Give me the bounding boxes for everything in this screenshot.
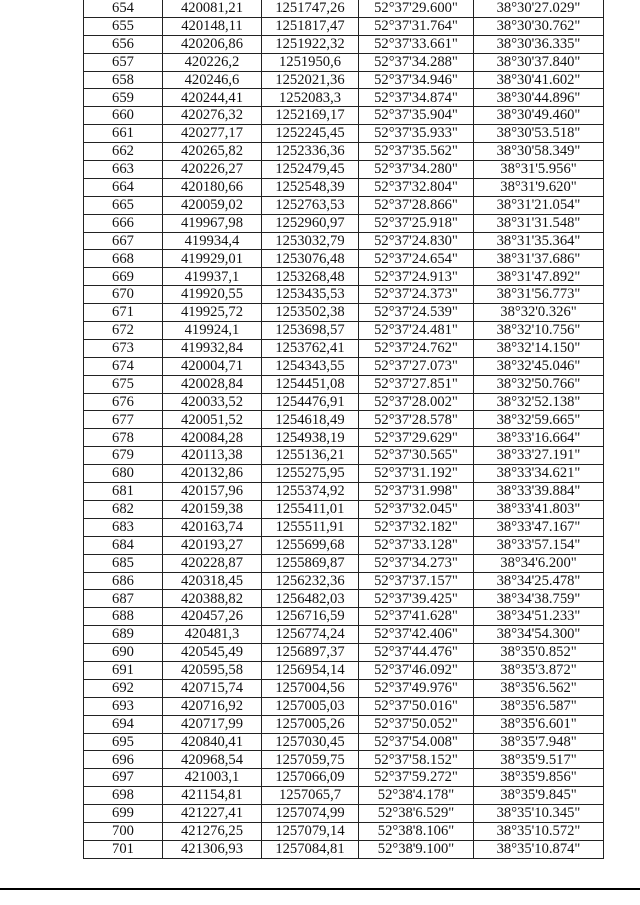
- latitude-cell: 52°37'41.628": [359, 608, 474, 626]
- y-coordinate-cell: 1257074,99: [262, 805, 359, 823]
- longitude-cell: 38°32'14.150": [474, 339, 604, 357]
- latitude-cell: 52°37'31.764": [359, 17, 474, 35]
- table-row: [84, 483, 604, 501]
- point-number-cell: 663: [84, 161, 163, 179]
- table-row: [84, 196, 604, 214]
- x-coordinate-cell: 420716,92: [163, 697, 262, 715]
- point-number-cell: 658: [84, 71, 163, 89]
- latitude-cell: 52°37'29.629": [359, 429, 474, 447]
- point-number-cell: 700: [84, 822, 163, 840]
- longitude-cell: 38°30'27.029": [474, 0, 604, 17]
- x-coordinate-cell: 420033,52: [163, 393, 262, 411]
- y-coordinate-cell: 1252960,97: [262, 214, 359, 232]
- latitude-cell: 52°37'31.998": [359, 483, 474, 501]
- longitude-cell: 38°35'9.845": [474, 787, 604, 805]
- latitude-cell: 52°38'9.100": [359, 840, 474, 858]
- y-coordinate-cell: 1251817,47: [262, 17, 359, 35]
- longitude-cell: 38°34'25.478": [474, 572, 604, 590]
- x-coordinate-cell: 421276,25: [163, 822, 262, 840]
- y-coordinate-cell: 1257066,09: [262, 769, 359, 787]
- table-row: [84, 805, 604, 823]
- latitude-cell: 52°37'58.152": [359, 751, 474, 769]
- point-number-cell: 655: [84, 17, 163, 35]
- point-number-cell: 678: [84, 429, 163, 447]
- longitude-cell: 38°35'6.587": [474, 697, 604, 715]
- latitude-cell: 52°37'46.092": [359, 661, 474, 679]
- x-coordinate-cell: 420113,38: [163, 447, 262, 465]
- longitude-cell: 38°33'27.191": [474, 447, 604, 465]
- x-coordinate-cell: 420228,87: [163, 554, 262, 572]
- table-row: [84, 357, 604, 375]
- latitude-cell: 52°37'49.976": [359, 679, 474, 697]
- point-number-cell: 677: [84, 411, 163, 429]
- point-number-cell: 698: [84, 787, 163, 805]
- longitude-cell: 38°34'51.233": [474, 608, 604, 626]
- point-number-cell: 684: [84, 536, 163, 554]
- table-row: [84, 840, 604, 858]
- point-number-cell: 676: [84, 393, 163, 411]
- latitude-cell: 52°37'24.762": [359, 339, 474, 357]
- longitude-cell: 38°30'37.840": [474, 53, 604, 71]
- longitude-cell: 38°35'3.872": [474, 661, 604, 679]
- y-coordinate-cell: 1257059,75: [262, 751, 359, 769]
- latitude-cell: 52°37'34.280": [359, 161, 474, 179]
- longitude-cell: 38°35'10.572": [474, 822, 604, 840]
- longitude-cell: 38°31'56.773": [474, 286, 604, 304]
- y-coordinate-cell: 1257079,14: [262, 822, 359, 840]
- x-coordinate-cell: 420265,82: [163, 143, 262, 161]
- table-row: [84, 572, 604, 590]
- table-row: [84, 447, 604, 465]
- latitude-cell: 52°37'39.425": [359, 590, 474, 608]
- y-coordinate-cell: 1255699,68: [262, 536, 359, 554]
- y-coordinate-cell: 1253698,57: [262, 322, 359, 340]
- table-row: [84, 339, 604, 357]
- x-coordinate-cell: 421227,41: [163, 805, 262, 823]
- y-coordinate-cell: 1257065,7: [262, 787, 359, 805]
- x-coordinate-cell: 420132,86: [163, 465, 262, 483]
- point-number-cell: 672: [84, 322, 163, 340]
- y-coordinate-cell: 1253076,48: [262, 250, 359, 268]
- y-coordinate-cell: 1257004,56: [262, 679, 359, 697]
- latitude-cell: 52°37'32.182": [359, 518, 474, 536]
- point-number-cell: 674: [84, 357, 163, 375]
- latitude-cell: 52°37'24.481": [359, 322, 474, 340]
- longitude-cell: 38°33'47.167": [474, 518, 604, 536]
- latitude-cell: 52°37'35.562": [359, 143, 474, 161]
- latitude-cell: 52°37'35.904": [359, 107, 474, 125]
- y-coordinate-cell: 1252336,36: [262, 143, 359, 161]
- latitude-cell: 52°37'50.016": [359, 697, 474, 715]
- y-coordinate-cell: 1255869,87: [262, 554, 359, 572]
- latitude-cell: 52°38'6.529": [359, 805, 474, 823]
- table-row: [84, 232, 604, 250]
- x-coordinate-cell: 420081,21: [163, 0, 262, 17]
- point-number-cell: 683: [84, 518, 163, 536]
- x-coordinate-cell: 420226,2: [163, 53, 262, 71]
- table-row: [84, 17, 604, 35]
- x-coordinate-cell: 420148,11: [163, 17, 262, 35]
- latitude-cell: 52°37'24.654": [359, 250, 474, 268]
- longitude-cell: 38°35'9.517": [474, 751, 604, 769]
- point-number-cell: 685: [84, 554, 163, 572]
- y-coordinate-cell: 1253762,41: [262, 339, 359, 357]
- longitude-cell: 38°32'45.046": [474, 357, 604, 375]
- y-coordinate-cell: 1252169,17: [262, 107, 359, 125]
- latitude-cell: 52°37'34.288": [359, 53, 474, 71]
- footer-rule: [0, 888, 640, 890]
- x-coordinate-cell: 420481,3: [163, 626, 262, 644]
- point-number-cell: 696: [84, 751, 163, 769]
- y-coordinate-cell: 1253502,38: [262, 304, 359, 322]
- latitude-cell: 52°37'32.045": [359, 500, 474, 518]
- point-number-cell: 668: [84, 250, 163, 268]
- point-number-cell: 660: [84, 107, 163, 125]
- x-coordinate-cell: 421154,81: [163, 787, 262, 805]
- y-coordinate-cell: 1256482,03: [262, 590, 359, 608]
- x-coordinate-cell: 419937,1: [163, 268, 262, 286]
- longitude-cell: 38°30'36.335": [474, 35, 604, 53]
- table-row: [84, 107, 604, 125]
- latitude-cell: 52°37'28.866": [359, 196, 474, 214]
- y-coordinate-cell: 1257005,03: [262, 697, 359, 715]
- latitude-cell: 52°37'33.661": [359, 35, 474, 53]
- coordinates-table: [83, 0, 604, 859]
- table-row: [84, 733, 604, 751]
- point-number-cell: 657: [84, 53, 163, 71]
- x-coordinate-cell: 420157,96: [163, 483, 262, 501]
- point-number-cell: 694: [84, 715, 163, 733]
- x-coordinate-cell: 420004,71: [163, 357, 262, 375]
- point-number-cell: 688: [84, 608, 163, 626]
- table-row: [84, 429, 604, 447]
- y-coordinate-cell: 1254938,19: [262, 429, 359, 447]
- coordinates-table-body: [84, 0, 604, 858]
- table-row: [84, 0, 604, 17]
- x-coordinate-cell: 419932,84: [163, 339, 262, 357]
- point-number-cell: 654: [84, 0, 163, 17]
- x-coordinate-cell: 420226,27: [163, 161, 262, 179]
- y-coordinate-cell: 1256232,36: [262, 572, 359, 590]
- latitude-cell: 52°37'30.565": [359, 447, 474, 465]
- latitude-cell: 52°37'42.406": [359, 626, 474, 644]
- table-row: [84, 644, 604, 662]
- y-coordinate-cell: 1254476,91: [262, 393, 359, 411]
- y-coordinate-cell: 1252021,36: [262, 71, 359, 89]
- longitude-cell: 38°35'10.345": [474, 805, 604, 823]
- latitude-cell: 52°37'32.804": [359, 178, 474, 196]
- longitude-cell: 38°32'50.766": [474, 375, 604, 393]
- longitude-cell: 38°33'39.884": [474, 483, 604, 501]
- latitude-cell: 52°37'24.373": [359, 286, 474, 304]
- table-row: [84, 500, 604, 518]
- latitude-cell: 52°37'24.913": [359, 268, 474, 286]
- x-coordinate-cell: 421003,1: [163, 769, 262, 787]
- x-coordinate-cell: 420193,27: [163, 536, 262, 554]
- table-row: [84, 787, 604, 805]
- x-coordinate-cell: 420163,74: [163, 518, 262, 536]
- point-number-cell: 669: [84, 268, 163, 286]
- table-row: [84, 518, 604, 536]
- y-coordinate-cell: 1254451,08: [262, 375, 359, 393]
- longitude-cell: 38°30'58.349": [474, 143, 604, 161]
- point-number-cell: 671: [84, 304, 163, 322]
- point-number-cell: 680: [84, 465, 163, 483]
- longitude-cell: 38°34'54.300": [474, 626, 604, 644]
- longitude-cell: 38°35'10.874": [474, 840, 604, 858]
- latitude-cell: 52°37'50.052": [359, 715, 474, 733]
- x-coordinate-cell: 419920,55: [163, 286, 262, 304]
- latitude-cell: 52°37'44.476": [359, 644, 474, 662]
- point-number-cell: 692: [84, 679, 163, 697]
- x-coordinate-cell: 419924,1: [163, 322, 262, 340]
- longitude-cell: 38°35'6.601": [474, 715, 604, 733]
- point-number-cell: 701: [84, 840, 163, 858]
- y-coordinate-cell: 1253032,79: [262, 232, 359, 250]
- y-coordinate-cell: 1252083,3: [262, 89, 359, 107]
- x-coordinate-cell: 420028,84: [163, 375, 262, 393]
- y-coordinate-cell: 1252479,45: [262, 161, 359, 179]
- point-number-cell: 666: [84, 214, 163, 232]
- x-coordinate-cell: 420276,32: [163, 107, 262, 125]
- longitude-cell: 38°35'6.562": [474, 679, 604, 697]
- table-row: [84, 751, 604, 769]
- y-coordinate-cell: 1256774,24: [262, 626, 359, 644]
- table-row: [84, 178, 604, 196]
- longitude-cell: 38°30'49.460": [474, 107, 604, 125]
- table-row: [84, 715, 604, 733]
- table-row: [84, 143, 604, 161]
- x-coordinate-cell: 421306,93: [163, 840, 262, 858]
- x-coordinate-cell: 420545,49: [163, 644, 262, 662]
- y-coordinate-cell: 1254343,55: [262, 357, 359, 375]
- longitude-cell: 38°33'41.803": [474, 500, 604, 518]
- longitude-cell: 38°31'37.686": [474, 250, 604, 268]
- table-row: [84, 411, 604, 429]
- table-row: [84, 393, 604, 411]
- y-coordinate-cell: 1253268,48: [262, 268, 359, 286]
- latitude-cell: 52°37'28.002": [359, 393, 474, 411]
- point-number-cell: 656: [84, 35, 163, 53]
- y-coordinate-cell: 1257005,26: [262, 715, 359, 733]
- latitude-cell: 52°37'34.874": [359, 89, 474, 107]
- longitude-cell: 38°33'57.154": [474, 536, 604, 554]
- point-number-cell: 693: [84, 697, 163, 715]
- table-row: [84, 161, 604, 179]
- latitude-cell: 52°37'33.128": [359, 536, 474, 554]
- longitude-cell: 38°32'10.756": [474, 322, 604, 340]
- y-coordinate-cell: 1253435,53: [262, 286, 359, 304]
- longitude-cell: 38°32'59.665": [474, 411, 604, 429]
- x-coordinate-cell: 420246,6: [163, 71, 262, 89]
- table-row: [84, 590, 604, 608]
- x-coordinate-cell: 420595,58: [163, 661, 262, 679]
- latitude-cell: 52°37'24.539": [359, 304, 474, 322]
- table-row: [84, 554, 604, 572]
- longitude-cell: 38°30'53.518": [474, 125, 604, 143]
- point-number-cell: 695: [84, 733, 163, 751]
- table-row: [84, 250, 604, 268]
- point-number-cell: 690: [84, 644, 163, 662]
- latitude-cell: 52°37'25.918": [359, 214, 474, 232]
- x-coordinate-cell: 419967,98: [163, 214, 262, 232]
- latitude-cell: 52°37'34.946": [359, 71, 474, 89]
- longitude-cell: 38°34'38.759": [474, 590, 604, 608]
- x-coordinate-cell: 420277,17: [163, 125, 262, 143]
- point-number-cell: 665: [84, 196, 163, 214]
- y-coordinate-cell: 1256954,14: [262, 661, 359, 679]
- longitude-cell: 38°31'47.892": [474, 268, 604, 286]
- point-number-cell: 681: [84, 483, 163, 501]
- longitude-cell: 38°33'34.621": [474, 465, 604, 483]
- longitude-cell: 38°31'35.364": [474, 232, 604, 250]
- table-row: [84, 536, 604, 554]
- longitude-cell: 38°31'21.054": [474, 196, 604, 214]
- table-row: [84, 697, 604, 715]
- point-number-cell: 686: [84, 572, 163, 590]
- y-coordinate-cell: 1255136,21: [262, 447, 359, 465]
- y-coordinate-cell: 1256897,37: [262, 644, 359, 662]
- table-row: [84, 35, 604, 53]
- x-coordinate-cell: 420051,52: [163, 411, 262, 429]
- x-coordinate-cell: 419934,4: [163, 232, 262, 250]
- point-number-cell: 661: [84, 125, 163, 143]
- table-row: [84, 822, 604, 840]
- table-row: [84, 53, 604, 71]
- latitude-cell: 52°38'4.178": [359, 787, 474, 805]
- longitude-cell: 38°31'5.956": [474, 161, 604, 179]
- x-coordinate-cell: 420059,02: [163, 196, 262, 214]
- latitude-cell: 52°37'35.933": [359, 125, 474, 143]
- y-coordinate-cell: 1255511,91: [262, 518, 359, 536]
- table-row: [84, 608, 604, 626]
- y-coordinate-cell: 1257030,45: [262, 733, 359, 751]
- table-row: [84, 286, 604, 304]
- point-number-cell: 664: [84, 178, 163, 196]
- point-number-cell: 682: [84, 500, 163, 518]
- longitude-cell: 38°31'9.620": [474, 178, 604, 196]
- latitude-cell: 52°37'27.851": [359, 375, 474, 393]
- table-row: [84, 769, 604, 787]
- y-coordinate-cell: 1252245,45: [262, 125, 359, 143]
- y-coordinate-cell: 1251950,6: [262, 53, 359, 71]
- x-coordinate-cell: 420968,54: [163, 751, 262, 769]
- longitude-cell: 38°30'41.602": [474, 71, 604, 89]
- longitude-cell: 38°35'9.856": [474, 769, 604, 787]
- point-number-cell: 679: [84, 447, 163, 465]
- table-row: [84, 304, 604, 322]
- x-coordinate-cell: 419929,01: [163, 250, 262, 268]
- latitude-cell: 52°37'29.600": [359, 0, 474, 17]
- table-row: [84, 679, 604, 697]
- longitude-cell: 38°30'30.762": [474, 17, 604, 35]
- latitude-cell: 52°37'31.192": [359, 465, 474, 483]
- x-coordinate-cell: 420180,66: [163, 178, 262, 196]
- longitude-cell: 38°32'0.326": [474, 304, 604, 322]
- x-coordinate-cell: 420318,45: [163, 572, 262, 590]
- table-row: [84, 661, 604, 679]
- point-number-cell: 670: [84, 286, 163, 304]
- table-row: [84, 322, 604, 340]
- longitude-cell: 38°30'44.896": [474, 89, 604, 107]
- x-coordinate-cell: 420084,28: [163, 429, 262, 447]
- point-number-cell: 659: [84, 89, 163, 107]
- y-coordinate-cell: 1254618,49: [262, 411, 359, 429]
- table-row: [84, 89, 604, 107]
- latitude-cell: 52°37'59.272": [359, 769, 474, 787]
- longitude-cell: 38°35'0.852": [474, 644, 604, 662]
- y-coordinate-cell: 1252548,39: [262, 178, 359, 196]
- table-row: [84, 268, 604, 286]
- latitude-cell: 52°37'34.273": [359, 554, 474, 572]
- x-coordinate-cell: 420244,41: [163, 89, 262, 107]
- latitude-cell: 52°37'24.830": [359, 232, 474, 250]
- table-row: [84, 375, 604, 393]
- y-coordinate-cell: 1255411,01: [262, 500, 359, 518]
- x-coordinate-cell: 420717,99: [163, 715, 262, 733]
- point-number-cell: 691: [84, 661, 163, 679]
- x-coordinate-cell: 420388,82: [163, 590, 262, 608]
- table-row: [84, 71, 604, 89]
- y-coordinate-cell: 1251747,26: [262, 0, 359, 17]
- point-number-cell: 697: [84, 769, 163, 787]
- y-coordinate-cell: 1256716,59: [262, 608, 359, 626]
- latitude-cell: 52°38'8.106": [359, 822, 474, 840]
- y-coordinate-cell: 1251922,32: [262, 35, 359, 53]
- x-coordinate-cell: 420840,41: [163, 733, 262, 751]
- point-number-cell: 687: [84, 590, 163, 608]
- table-row: [84, 626, 604, 644]
- table-row: [84, 465, 604, 483]
- latitude-cell: 52°37'28.578": [359, 411, 474, 429]
- y-coordinate-cell: 1255275,95: [262, 465, 359, 483]
- latitude-cell: 52°37'54.008": [359, 733, 474, 751]
- point-number-cell: 667: [84, 232, 163, 250]
- longitude-cell: 38°31'31.548": [474, 214, 604, 232]
- latitude-cell: 52°37'27.073": [359, 357, 474, 375]
- table-row: [84, 214, 604, 232]
- y-coordinate-cell: 1257084,81: [262, 840, 359, 858]
- y-coordinate-cell: 1255374,92: [262, 483, 359, 501]
- latitude-cell: 52°37'37.157": [359, 572, 474, 590]
- y-coordinate-cell: 1252763,53: [262, 196, 359, 214]
- longitude-cell: 38°35'7.948": [474, 733, 604, 751]
- x-coordinate-cell: 420206,86: [163, 35, 262, 53]
- x-coordinate-cell: 419925,72: [163, 304, 262, 322]
- point-number-cell: 673: [84, 339, 163, 357]
- point-number-cell: 689: [84, 626, 163, 644]
- point-number-cell: 675: [84, 375, 163, 393]
- point-number-cell: 662: [84, 143, 163, 161]
- point-number-cell: 699: [84, 805, 163, 823]
- longitude-cell: 38°33'16.664": [474, 429, 604, 447]
- x-coordinate-cell: 420159,38: [163, 500, 262, 518]
- table-row: [84, 125, 604, 143]
- longitude-cell: 38°32'52.138": [474, 393, 604, 411]
- x-coordinate-cell: 420457,26: [163, 608, 262, 626]
- x-coordinate-cell: 420715,74: [163, 679, 262, 697]
- longitude-cell: 38°34'6.200": [474, 554, 604, 572]
